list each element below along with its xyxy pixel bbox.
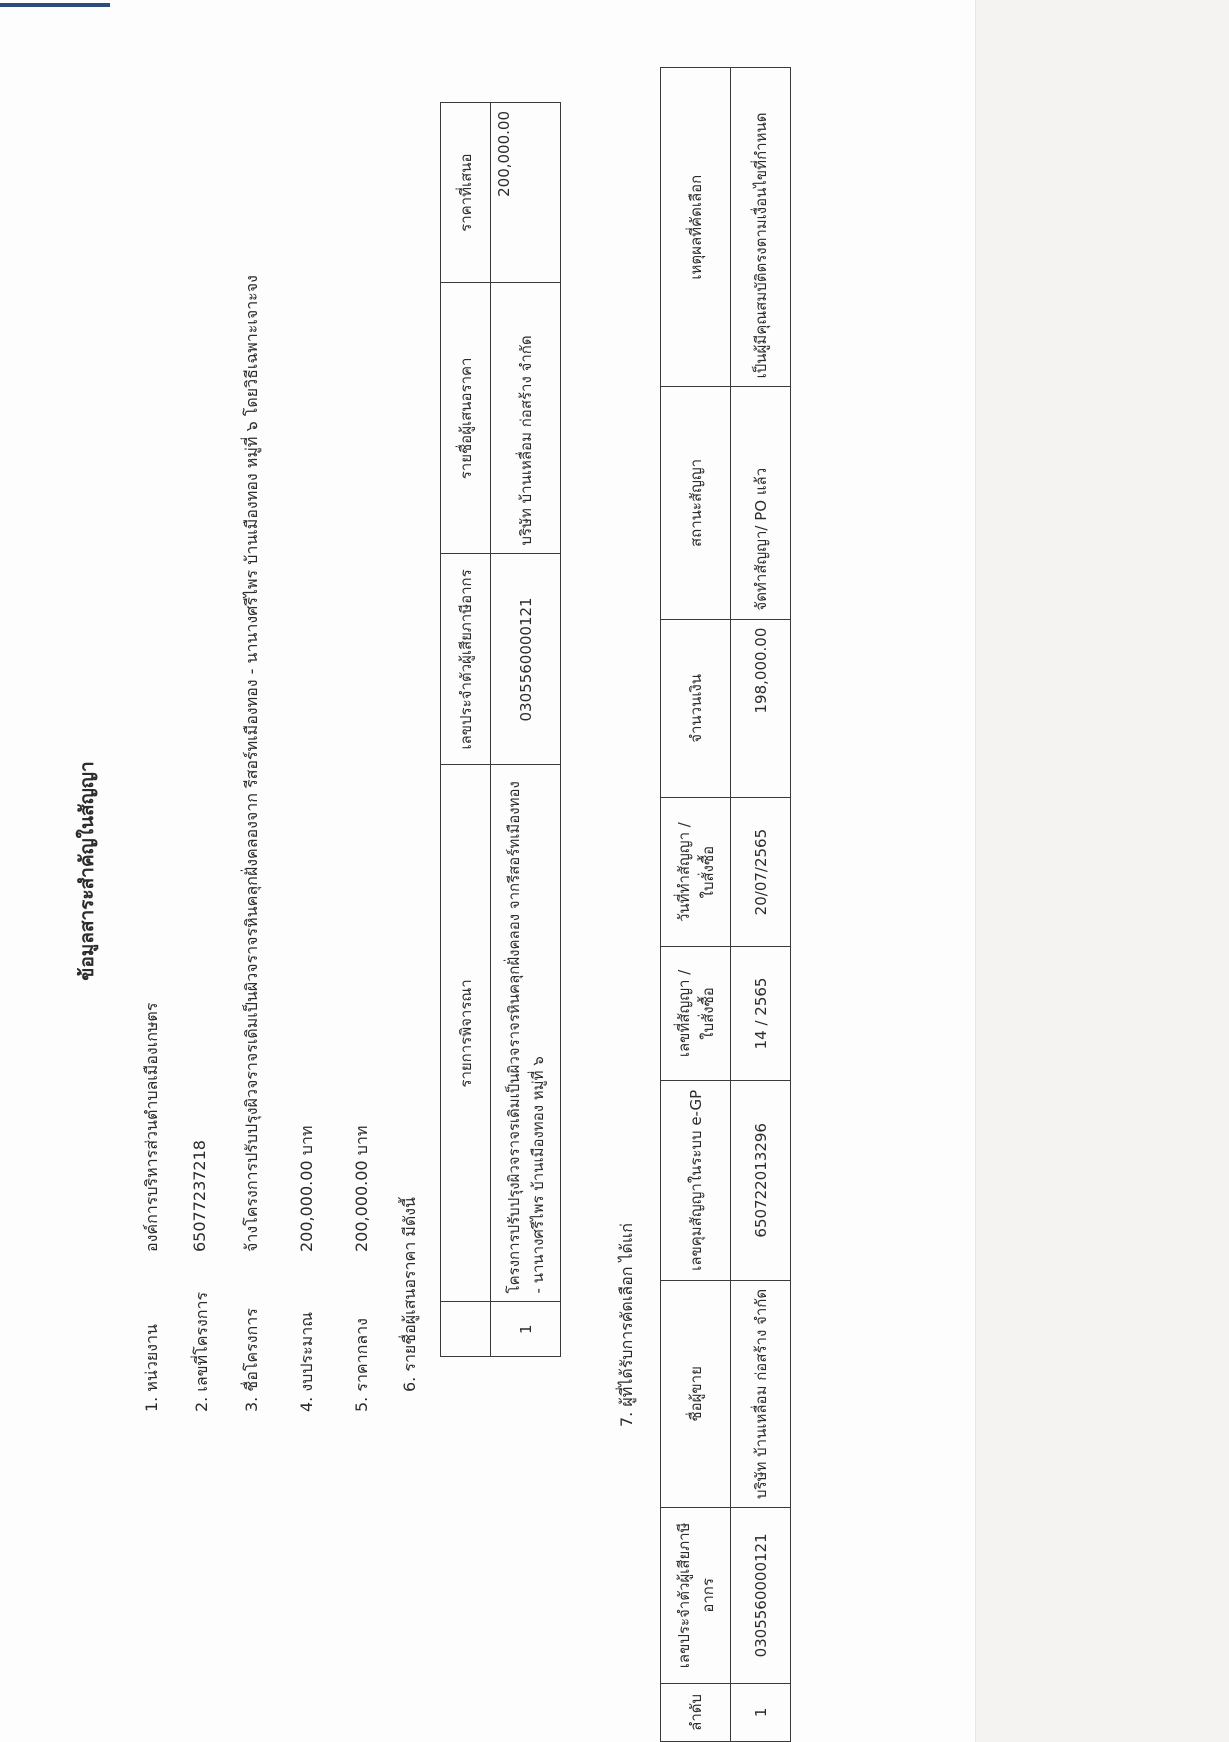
info-label: 5. ราคากลาง bbox=[352, 1318, 371, 1412]
header-cell-item: รายการพิจารณา bbox=[441, 765, 491, 1302]
cell-vendor: บริษัท บ้านเหลื่อม ก่อสร้าง จำกัด bbox=[731, 1280, 791, 1507]
bidders-table bbox=[440, 102, 561, 1357]
info-label: 4. งบประมาณ bbox=[297, 1311, 316, 1412]
header-cell-egp: เลขคุมสัญญาในระบบ e-GP bbox=[661, 1080, 731, 1280]
info-value: 65077237218 bbox=[190, 1140, 209, 1252]
info-label: 3. ชื่อโครงการ bbox=[242, 1308, 261, 1412]
info-value: 200,000.00 บาท bbox=[352, 1125, 371, 1252]
table-header-row bbox=[441, 103, 491, 1357]
cell-egp: 650722013296 bbox=[731, 1080, 791, 1280]
header-cell-price: ราคาที่เสนอ bbox=[441, 103, 491, 283]
cell-bidder: บริษัท บ้านเหลื่อม ก่อสร้าง จำกัด bbox=[491, 283, 561, 554]
header-cell-contract-no: เลขที่สัญญา / ใบสั่งซื้อ bbox=[661, 947, 731, 1081]
table-row bbox=[491, 103, 561, 1357]
table-row bbox=[731, 68, 791, 1742]
info-value: องค์การบริหารส่วนตำบลเมืองเกษตร bbox=[142, 1002, 161, 1252]
document-title: ข้อมูลสาระสำคัญในสัญญา bbox=[76, 761, 98, 981]
header-cell-vendor: ชื่อผู้ขาย bbox=[661, 1280, 731, 1507]
header-cell-bidder: รายชื่อผู้เสนอราคา bbox=[441, 283, 491, 554]
info-value: 200,000.00 บาท bbox=[297, 1125, 316, 1252]
cell-tax-id: 0305560000121 bbox=[731, 1507, 791, 1683]
cell-no: 1 bbox=[731, 1683, 791, 1741]
bidders-heading: 6. รายชื่อผู้เสนอราคา มีดังนี้ bbox=[400, 1197, 419, 1392]
header-cell-amount: จำนวนเงิน bbox=[661, 619, 731, 798]
header-cell-tax-id: เลขประจำตัวผู้เสียภาษีอากร bbox=[661, 1507, 731, 1683]
cell-reason: เป็นผู้มีคุณสมบัติตรงตามเงื่อนไขที่กำหนด bbox=[731, 68, 791, 387]
cell-amount: 198,000.00 bbox=[731, 619, 791, 798]
winner-heading: 7. ผู้ที่ได้รับการคัดเลือก ได้แก่ bbox=[617, 1223, 636, 1427]
header-cell-no bbox=[441, 1302, 491, 1357]
cell-contract-no: 14 / 2565 bbox=[731, 947, 791, 1081]
cell-date: 20/07/2565 bbox=[731, 798, 791, 947]
cell-price: 200,000.00 bbox=[491, 103, 561, 283]
header-cell-status: สถานะสัญญา bbox=[661, 387, 731, 619]
cell-tax-id: 0305560000121 bbox=[491, 554, 561, 765]
cell-no: 1 bbox=[491, 1302, 561, 1357]
header-cell-date: วันที่ทำสัญญา / ใบสั่งซื้อ bbox=[661, 798, 731, 947]
info-label: 2. เลขที่โครงการ bbox=[192, 1291, 211, 1412]
scan-margin-shadow bbox=[975, 0, 1229, 1742]
cell-status: จัดทำสัญญา/ PO แล้ว bbox=[731, 387, 791, 619]
header-cell-no: ลำดับ bbox=[661, 1683, 731, 1741]
table-header-row bbox=[661, 68, 731, 1742]
info-label: 1. หน่วยงาน bbox=[142, 1324, 161, 1412]
info-value: จ้างโครงการปรับปรุงผิวจราจรเดิมเป็นผิวจราจรหินคลุกฝั่งคลองจาก รีสอร์ทเมืองทอง - นานางศรีไพร บ้านเมืองทอง หมู่ที่ ๖ โดยวิธีเฉพาะเจาะจง bbox=[242, 275, 261, 1252]
header-cell-reason: เหตุผลที่คัดเลือก bbox=[661, 68, 731, 387]
winner-table bbox=[660, 67, 791, 1742]
cell-item: โครงการปรับปรุงผิวจราจรเดิมเป็นผิวจราจรหินคลุกฝั่งคลอง จากรีสอร์ทเมืองทอง - นานางศรีไพร บ้านเมืองทอง หมู่ที่ ๖ bbox=[491, 765, 561, 1302]
header-cell-tax-id: เลขประจำตัวผู้เสียภาษีอากร bbox=[441, 554, 491, 765]
